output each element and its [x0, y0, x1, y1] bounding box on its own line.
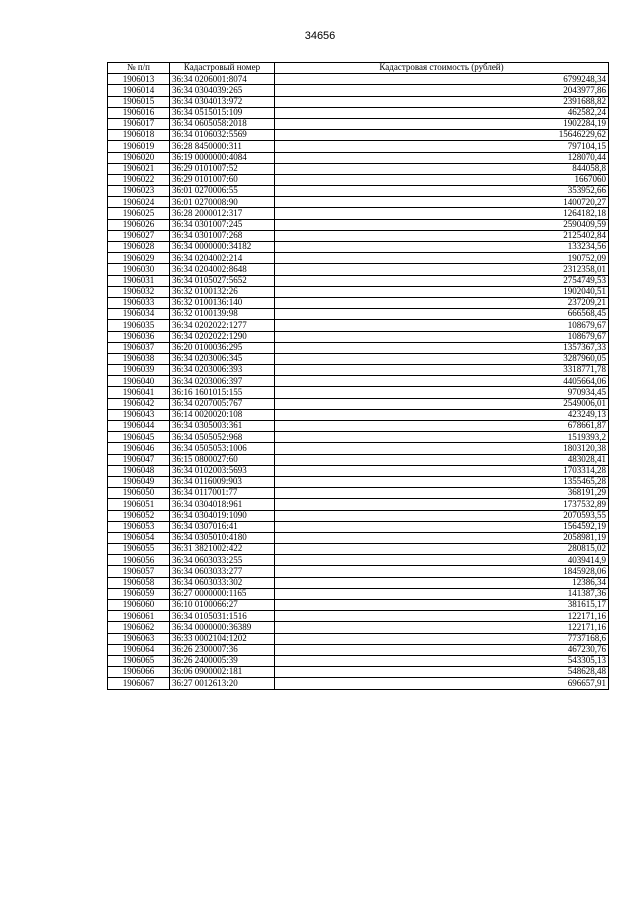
table-body — [108, 74, 609, 689]
cadastral-number-cell: 36:26 2300007:36 — [170, 644, 275, 655]
cadastral-value-cell: 2391688,82 — [275, 96, 609, 107]
row-number-cell: 1906059 — [108, 588, 170, 599]
cadastral-number-cell: 36:34 0117001:77 — [170, 488, 275, 499]
row-number-cell: 1906065 — [108, 655, 170, 666]
cadastral-number-cell: 36:15 0800027:60 — [170, 454, 275, 465]
cadastral-value-cell: 462582,24 — [275, 107, 609, 118]
table-row — [108, 286, 609, 297]
cadastral-value-cell: 2070593,55 — [275, 510, 609, 521]
row-number-cell: 1906014 — [108, 85, 170, 96]
table-row — [108, 655, 609, 666]
table-row — [108, 532, 609, 543]
cadastral-value-cell: 678661,87 — [275, 421, 609, 432]
table-row — [108, 331, 609, 342]
table-row — [108, 387, 609, 398]
cadastral-number-cell: 36:10 0100066:27 — [170, 600, 275, 611]
table-row — [108, 365, 609, 376]
row-number-cell: 1906040 — [108, 376, 170, 387]
cadastral-number-cell: 36:26 2400005:39 — [170, 655, 275, 666]
cadastral-value-cell: 1803120,38 — [275, 443, 609, 454]
row-number-cell: 1906020 — [108, 152, 170, 163]
table-row — [108, 342, 609, 353]
table-row — [108, 421, 609, 432]
cadastral-number-cell: 36:34 0304039:265 — [170, 85, 275, 96]
table-row — [108, 242, 609, 253]
table-row — [108, 320, 609, 331]
row-number-cell: 1906067 — [108, 678, 170, 689]
cadastral-number-cell: 36:34 0206001:8074 — [170, 74, 275, 85]
row-number-cell: 1906037 — [108, 342, 170, 353]
cadastral-value-cell: 2312358,01 — [275, 264, 609, 275]
cadastral-number-cell: 36:34 0515015:109 — [170, 107, 275, 118]
row-number-cell: 1906045 — [108, 432, 170, 443]
table-row — [108, 398, 609, 409]
table-row — [108, 432, 609, 443]
cadastral-value-cell: 3318771,78 — [275, 365, 609, 376]
cadastral-number-cell: 36:27 0012613:20 — [170, 678, 275, 689]
cadastral-number-cell: 36:34 0305010:4180 — [170, 532, 275, 543]
row-number-cell: 1906034 — [108, 309, 170, 320]
row-number-cell: 1906041 — [108, 387, 170, 398]
cadastral-number-cell: 36:34 0102003:5693 — [170, 465, 275, 476]
table-row — [108, 588, 609, 599]
cadastral-number-cell: 36:34 0603033:255 — [170, 555, 275, 566]
table-row — [108, 96, 609, 107]
table-header-row — [108, 63, 609, 74]
table-row — [108, 141, 609, 152]
cadastral-number-cell: 36:34 0203006:393 — [170, 365, 275, 376]
cadastral-value-cell: 353952,66 — [275, 186, 609, 197]
table-row — [108, 74, 609, 85]
row-number-cell: 1906018 — [108, 130, 170, 141]
cadastral-value-cell: 467230,76 — [275, 644, 609, 655]
row-number-cell: 1906033 — [108, 297, 170, 308]
cadastral-value-cell: 1902040,51 — [275, 286, 609, 297]
table-row — [108, 152, 609, 163]
cadastral-value-cell: 2754749,53 — [275, 275, 609, 286]
cadastral-value-cell: 190752,09 — [275, 253, 609, 264]
row-number-cell: 1906050 — [108, 488, 170, 499]
table-row — [108, 163, 609, 174]
table-row — [108, 174, 609, 185]
cadastral-number-cell: 36:31 3821002:422 — [170, 544, 275, 555]
row-number-cell: 1906053 — [108, 521, 170, 532]
cadastral-value-cell: 797104,15 — [275, 141, 609, 152]
table-row — [108, 85, 609, 96]
cadastral-value-cell: 133234,56 — [275, 242, 609, 253]
header-row-number: № п/п — [108, 63, 170, 74]
table-row — [108, 130, 609, 141]
cadastral-value-cell: 1519393,2 — [275, 432, 609, 443]
row-number-cell: 1906042 — [108, 398, 170, 409]
row-number-cell: 1906022 — [108, 174, 170, 185]
cadastral-number-cell: 36:32 0100139:98 — [170, 309, 275, 320]
table-row — [108, 577, 609, 588]
row-number-cell: 1906056 — [108, 555, 170, 566]
row-number-cell: 1906016 — [108, 107, 170, 118]
row-number-cell: 1906030 — [108, 264, 170, 275]
cadastral-value-cell: 141387,36 — [275, 588, 609, 599]
table-row — [108, 275, 609, 286]
cadastral-number-cell: 36:34 0207005:767 — [170, 398, 275, 409]
row-number-cell: 1906044 — [108, 421, 170, 432]
row-number-cell: 1906046 — [108, 443, 170, 454]
cadastral-value-cell: 844058,8 — [275, 163, 609, 174]
table-row — [108, 499, 609, 510]
row-number-cell: 1906025 — [108, 208, 170, 219]
cadastral-number-cell: 36:34 0605058:2018 — [170, 118, 275, 129]
cadastral-value-cell: 237209,21 — [275, 297, 609, 308]
row-number-cell: 1906060 — [108, 600, 170, 611]
cadastral-value-cell: 4039414,9 — [275, 555, 609, 566]
table-row — [108, 443, 609, 454]
cadastral-value-cell: 2549006,01 — [275, 398, 609, 409]
cadastral-value-cell: 1400720,27 — [275, 197, 609, 208]
row-number-cell: 1906027 — [108, 230, 170, 241]
cadastral-value-cell: 122171,16 — [275, 622, 609, 633]
row-number-cell: 1906013 — [108, 74, 170, 85]
cadastral-number-cell: 36:19 0000000:4084 — [170, 152, 275, 163]
cadastral-value-cell: 2058981,19 — [275, 532, 609, 543]
cadastral-value-cell: 666568,45 — [275, 309, 609, 320]
table-row — [108, 465, 609, 476]
cadastral-value-cell: 12386,34 — [275, 577, 609, 588]
table-row — [108, 510, 609, 521]
row-number-cell: 1906035 — [108, 320, 170, 331]
table-row — [108, 521, 609, 532]
cadastral-value-cell: 108679,67 — [275, 320, 609, 331]
cadastral-value-cell: 1667060 — [275, 174, 609, 185]
cadastral-number-cell: 36:34 0116009:903 — [170, 476, 275, 487]
cadastral-number-cell: 36:34 0301007:245 — [170, 219, 275, 230]
cadastral-value-cell: 1355465,28 — [275, 476, 609, 487]
cadastral-number-cell: 36:34 0202022:1277 — [170, 320, 275, 331]
cadastral-number-cell: 36:34 0000000:34182 — [170, 242, 275, 253]
row-number-cell: 1906036 — [108, 331, 170, 342]
cadastral-number-cell: 36:34 0305003:361 — [170, 421, 275, 432]
cadastral-value-cell: 548628,48 — [275, 667, 609, 678]
cadastral-number-cell: 36:34 0000000:36389 — [170, 622, 275, 633]
cadastral-number-cell: 36:32 0100132:26 — [170, 286, 275, 297]
cadastral-value-cell: 543305,13 — [275, 655, 609, 666]
cadastral-number-cell: 36:29 0101007:52 — [170, 163, 275, 174]
table-row — [108, 667, 609, 678]
row-number-cell: 1906017 — [108, 118, 170, 129]
cadastral-value-cell: 2125402,84 — [275, 230, 609, 241]
header-cadastral-value: Кадастровая стоимость (рублей) — [275, 63, 609, 74]
table-row — [108, 208, 609, 219]
cadastral-value-cell: 1902284,19 — [275, 118, 609, 129]
cadastral-value-cell: 423249,13 — [275, 409, 609, 420]
cadastral-value-cell: 108679,67 — [275, 331, 609, 342]
row-number-cell: 1906054 — [108, 532, 170, 543]
cadastral-value-cell: 1845928,06 — [275, 566, 609, 577]
cadastral-value-cell: 122171,16 — [275, 611, 609, 622]
table-row — [108, 454, 609, 465]
cadastral-value-cell: 696657,91 — [275, 678, 609, 689]
row-number-cell: 1906055 — [108, 544, 170, 555]
cadastral-number-cell: 36:34 0204002:8648 — [170, 264, 275, 275]
row-number-cell: 1906024 — [108, 197, 170, 208]
table-row — [108, 633, 609, 644]
cadastral-number-cell: 36:34 0505053:1006 — [170, 443, 275, 454]
row-number-cell: 1906031 — [108, 275, 170, 286]
cadastral-value-cell: 381615,17 — [275, 600, 609, 611]
cadastral-number-cell: 36:34 0202022:1290 — [170, 331, 275, 342]
cadastral-value-cell: 1737532,89 — [275, 499, 609, 510]
cadastral-number-cell: 36:20 0100036:295 — [170, 342, 275, 353]
cadastral-value-cell: 15646229,62 — [275, 130, 609, 141]
cadastral-number-cell: 36:14 0020020:108 — [170, 409, 275, 420]
row-number-cell: 1906052 — [108, 510, 170, 521]
cadastral-number-cell: 36:34 0304019:1090 — [170, 510, 275, 521]
table-row — [108, 488, 609, 499]
cadastral-value-cell: 128070,44 — [275, 152, 609, 163]
table-row — [108, 600, 609, 611]
row-number-cell: 1906021 — [108, 163, 170, 174]
cadastral-number-cell: 36:34 0106032:5569 — [170, 130, 275, 141]
cadastral-number-cell: 36:16 1601015:155 — [170, 387, 275, 398]
table-row — [108, 253, 609, 264]
table-row — [108, 555, 609, 566]
cadastral-number-cell: 36:29 0101007:60 — [170, 174, 275, 185]
row-number-cell: 1906032 — [108, 286, 170, 297]
cadastral-value-cell: 2590409,59 — [275, 219, 609, 230]
cadastral-value-cell: 7737168,6 — [275, 633, 609, 644]
cadastral-number-cell: 36:34 0505052:968 — [170, 432, 275, 443]
cadastral-value-cell: 1264182,18 — [275, 208, 609, 219]
row-number-cell: 1906049 — [108, 476, 170, 487]
table-row — [108, 622, 609, 633]
row-number-cell: 1906026 — [108, 219, 170, 230]
table-row — [108, 566, 609, 577]
row-number-cell: 1906023 — [108, 186, 170, 197]
cadastral-value-cell: 1703314,28 — [275, 465, 609, 476]
table-row — [108, 297, 609, 308]
row-number-cell: 1906047 — [108, 454, 170, 465]
cadastral-number-cell: 36:32 0100136:140 — [170, 297, 275, 308]
row-number-cell: 1906019 — [108, 141, 170, 152]
row-number-cell: 1906051 — [108, 499, 170, 510]
cadastral-number-cell: 36:01 0270008:90 — [170, 197, 275, 208]
row-number-cell: 1906039 — [108, 365, 170, 376]
table-row — [108, 107, 609, 118]
row-number-cell: 1906029 — [108, 253, 170, 264]
cadastral-number-cell: 36:34 0304018:961 — [170, 499, 275, 510]
row-number-cell: 1906043 — [108, 409, 170, 420]
cadastral-value-cell: 970934,45 — [275, 387, 609, 398]
cadastral-number-cell: 36:27 0000000:1165 — [170, 588, 275, 599]
row-number-cell: 1906066 — [108, 667, 170, 678]
cadastral-number-cell: 36:34 0203006:345 — [170, 353, 275, 364]
cadastral-number-cell: 36:34 0304013:972 — [170, 96, 275, 107]
row-number-cell: 1906028 — [108, 242, 170, 253]
page-number: 34656 — [304, 30, 336, 42]
cadastral-value-cell: 2043977,86 — [275, 85, 609, 96]
row-number-cell: 1906038 — [108, 353, 170, 364]
row-number-cell: 1906048 — [108, 465, 170, 476]
cadastral-value-cell: 1357367,33 — [275, 342, 609, 353]
row-number-cell: 1906063 — [108, 633, 170, 644]
cadastral-number-cell: 36:33 0002104:1202 — [170, 633, 275, 644]
row-number-cell: 1906057 — [108, 566, 170, 577]
row-number-cell: 1906058 — [108, 577, 170, 588]
table-row — [108, 476, 609, 487]
table-row — [108, 611, 609, 622]
table-row — [108, 264, 609, 275]
table-row — [108, 376, 609, 387]
cadastral-number-cell: 36:34 0105027:5652 — [170, 275, 275, 286]
table-row — [108, 678, 609, 689]
cadastral-value-cell: 368191,29 — [275, 488, 609, 499]
table-row — [108, 197, 609, 208]
cadastral-number-cell: 36:28 8450000:311 — [170, 141, 275, 152]
table-row — [108, 230, 609, 241]
cadastral-value-cell: 280815,02 — [275, 544, 609, 555]
cadastral-value-cell: 3287960,05 — [275, 353, 609, 364]
table-row — [108, 186, 609, 197]
cadastral-number-cell: 36:01 0270006:55 — [170, 186, 275, 197]
cadastral-value-cell: 4405664,06 — [275, 376, 609, 387]
cadastral-value-cell: 483028,41 — [275, 454, 609, 465]
header-cadastral-number: Кадастровый номер — [170, 63, 275, 74]
table-row — [108, 409, 609, 420]
cadastral-number-cell: 36:34 0603033:302 — [170, 577, 275, 588]
cadastral-value-cell: 6799248,34 — [275, 74, 609, 85]
row-number-cell: 1906061 — [108, 611, 170, 622]
cadastral-number-cell: 36:34 0204002:214 — [170, 253, 275, 264]
table-row — [108, 353, 609, 364]
row-number-cell: 1906064 — [108, 644, 170, 655]
cadastral-number-cell: 36:28 2000012:317 — [170, 208, 275, 219]
cadastral-value-table — [107, 62, 609, 690]
cadastral-value-cell: 1564592,19 — [275, 521, 609, 532]
cadastral-number-cell: 36:34 0307016:41 — [170, 521, 275, 532]
row-number-cell: 1906062 — [108, 622, 170, 633]
cadastral-number-cell: 36:34 0203006:397 — [170, 376, 275, 387]
cadastral-number-cell: 36:34 0603033:277 — [170, 566, 275, 577]
table-row — [108, 219, 609, 230]
table-row — [108, 118, 609, 129]
cadastral-number-cell: 36:34 0301007:268 — [170, 230, 275, 241]
table-row — [108, 544, 609, 555]
cadastral-number-cell: 36:34 0105031:1516 — [170, 611, 275, 622]
table-row — [108, 309, 609, 320]
cadastral-number-cell: 36:06 0900002:181 — [170, 667, 275, 678]
table-row — [108, 644, 609, 655]
row-number-cell: 1906015 — [108, 96, 170, 107]
